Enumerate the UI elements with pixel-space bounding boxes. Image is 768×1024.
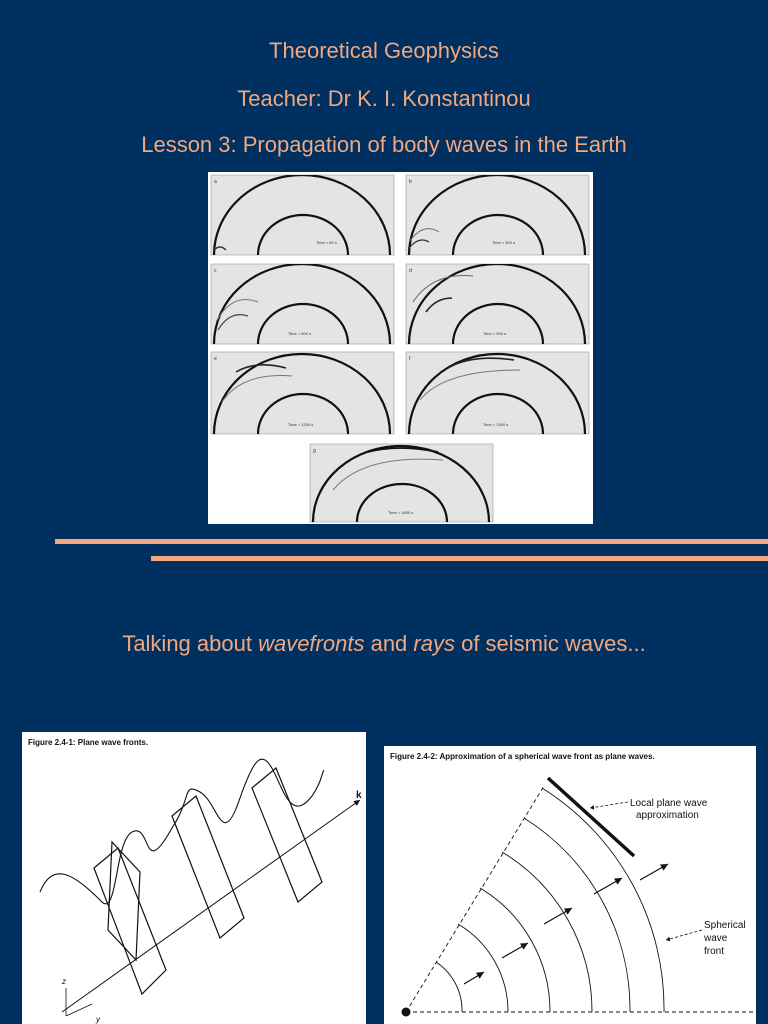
panel-f-letter: f — [409, 356, 411, 362]
spherical-label-2: wave — [704, 933, 728, 944]
local-plane-label-1: Local plane wave — [630, 798, 708, 809]
panel-a-time: Time = 60 s — [316, 240, 337, 245]
panel-c-time: Time = 600 s — [288, 331, 312, 336]
accent-bar-bottom — [151, 556, 768, 561]
subtitle-text-3: of seismic waves... — [454, 631, 646, 656]
panel-e — [211, 352, 394, 434]
panel-b — [406, 175, 589, 255]
spherical-label-3: front — [704, 946, 725, 957]
simulation-panels — [208, 172, 593, 524]
subtitle-rays: rays — [413, 631, 455, 656]
panel-g-letter: g — [313, 448, 316, 454]
spherical-wave-figure — [384, 746, 756, 1024]
spherical-label-1: Spherical — [704, 920, 746, 931]
panel-c — [211, 264, 394, 344]
panel-f — [406, 352, 589, 434]
panel-f-time: Time = 1500 s — [483, 422, 509, 427]
panel-b-letter: b — [409, 179, 412, 185]
panel-d-letter: d — [409, 268, 412, 274]
plane-wave-diagram — [22, 732, 366, 1024]
panel-d — [406, 264, 589, 344]
panel-a-letter: a — [214, 179, 217, 185]
figure1-caption: Figure 2.4-1: Plane wave fronts. — [28, 738, 149, 747]
panel-c-letter: c — [214, 268, 217, 274]
accent-bar-top — [55, 539, 768, 544]
y-label: y — [96, 1015, 100, 1024]
wave-simulation-figure — [208, 172, 593, 524]
panel-a — [211, 175, 394, 255]
plane-wave-figure — [22, 732, 366, 1024]
panel-e-letter: e — [214, 356, 217, 362]
panel-g — [310, 444, 493, 522]
panel-b-time: Time = 300 s — [492, 240, 516, 245]
course-title: Theoretical Geophysics — [269, 38, 499, 63]
local-plane-label-2: approximation — [636, 810, 699, 821]
subtitle-wavefronts: wavefronts — [258, 631, 365, 656]
subtitle-text-1: Talking about — [122, 631, 259, 656]
z-label: z — [62, 977, 66, 986]
panel-d-time: Time = 900 s — [483, 331, 507, 336]
panel-e-time: Time = 1200 s — [288, 422, 314, 427]
spherical-wave-diagram — [384, 746, 756, 1024]
section-subtitle — [0, 630, 768, 658]
subtitle-text-2: and — [364, 631, 414, 656]
figure2-caption: Figure 2.4-2: Approximation of a spherical wave front as plane waves. — [390, 752, 655, 761]
panel-g-time: Time = 1800 s — [388, 510, 414, 515]
lesson-title: Lesson 3: Propagation of body waves in the Earth — [141, 132, 627, 157]
teacher-line: Teacher: Dr K. I. Konstantinou — [237, 86, 531, 111]
k-label: k — [356, 790, 362, 801]
